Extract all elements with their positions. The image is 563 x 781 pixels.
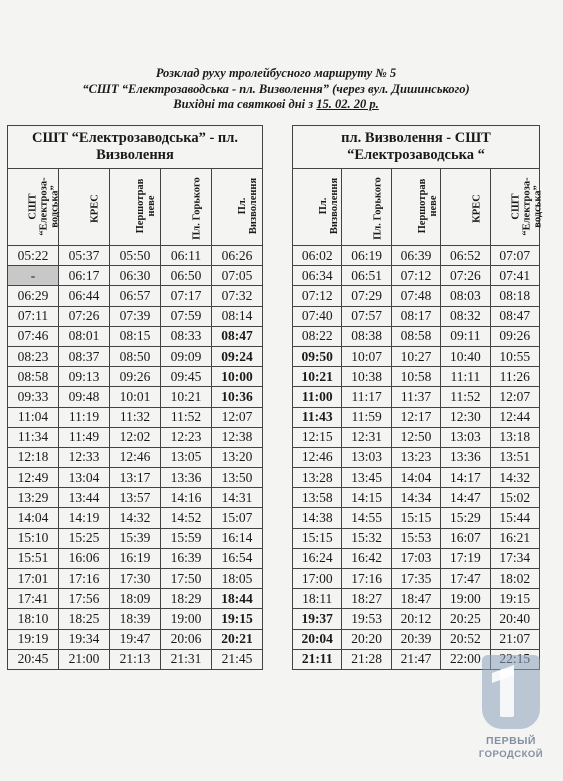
time-cell: 11:49 [59,427,110,447]
time-cell: 20:40 [490,609,539,629]
time-cell: 16:14 [212,528,263,548]
time-cell: 19:19 [8,629,59,649]
column-header-label: КРЕС [471,194,483,223]
table-row [8,609,263,629]
time-cell: 13:57 [110,488,161,508]
time-cell: 13:44 [59,488,110,508]
time-cell: 06:29 [8,286,59,306]
time-cell: 08:47 [490,306,539,326]
table-row [293,447,540,467]
time-cell: 10:40 [441,346,490,366]
time-cell: 07:40 [293,306,342,326]
timetable-outbound-title: СШТ “Електрозаводська” - пл. Визволення [8,126,263,169]
time-cell: 15:29 [441,508,490,528]
time-cell: 18:05 [212,569,263,589]
time-cell: 14:32 [110,508,161,528]
time-cell: 17:56 [59,589,110,609]
time-cell: 08:01 [59,326,110,346]
time-cell: 16:24 [293,548,342,568]
time-cell: 15:39 [110,528,161,548]
time-cell: 06:19 [342,246,391,266]
column-header [161,169,212,246]
time-cell: 18:27 [342,589,391,609]
table-row [8,326,263,346]
table-row [8,407,263,427]
column-header-label: Пл. Горького [191,177,203,240]
table-row [8,367,263,387]
logo-one-stem [500,669,514,717]
schedule-title: Розклад руху тролейбусного маршруту № 5 [155,66,397,80]
time-cell: 07:26 [59,306,110,326]
table-row [293,569,540,589]
timetable-return [292,125,544,670]
time-cell: 11:52 [161,407,212,427]
time-cell: 19:15 [212,609,263,629]
table-row [8,346,263,366]
table-row [293,326,540,346]
time-cell: 16:54 [212,548,263,568]
time-cell: 15:44 [490,508,539,528]
table-row [293,387,540,407]
time-cell: 05:22 [8,246,59,266]
channel-logo [476,655,546,775]
table-row [8,488,263,508]
table-row [293,548,540,568]
time-cell: 16:06 [59,548,110,568]
time-cell: 13:18 [490,427,539,447]
time-cell: 15:10 [8,528,59,548]
time-cell: 14:32 [490,468,539,488]
time-cell: 07:48 [391,286,440,306]
column-header [8,169,59,246]
time-cell: 06:11 [161,246,212,266]
time-cell: 11:34 [8,427,59,447]
time-cell: 11:17 [342,387,391,407]
time-cell: 22:00 [441,649,490,669]
time-cell: 10:01 [110,387,161,407]
time-cell: 14:04 [8,508,59,528]
timetable-return-title: пл. Визволення - СШТ “Електрозаводська “ [293,126,540,169]
time-cell: 12:38 [212,427,263,447]
table-row [293,427,540,447]
time-cell: 16:39 [161,548,212,568]
time-cell: 13:17 [110,468,161,488]
time-cell: 09:26 [110,367,161,387]
time-cell: 18:44 [212,589,263,609]
table-row [8,286,263,306]
time-cell: 10:27 [391,346,440,366]
time-cell: 13:51 [490,447,539,467]
column-header-label: Пл. Визволення [237,177,259,235]
time-cell: 15:15 [391,508,440,528]
time-cell: 11:59 [342,407,391,427]
time-cell: 15:02 [490,488,539,508]
time-cell: 07:17 [161,286,212,306]
time-cell: 11:26 [490,367,539,387]
time-cell: 18:39 [110,609,161,629]
time-cell: 09:50 [293,346,342,366]
time-cell: 15:25 [59,528,110,548]
time-cell: 07:26 [441,266,490,286]
table-row [8,589,263,609]
table-row [293,609,540,629]
time-cell: 13:20 [212,447,263,467]
time-cell: 06:44 [59,286,110,306]
time-cell: 13:28 [293,468,342,488]
column-header [59,169,110,246]
time-cell: 08:47 [212,326,263,346]
time-cell: 21:31 [161,649,212,669]
time-cell: 17:35 [391,569,440,589]
time-cell: 20:20 [342,629,391,649]
column-header-label: СШТ “Електроза-водська” [27,176,61,236]
time-cell: 09:33 [8,387,59,407]
time-cell: 13:58 [293,488,342,508]
time-cell: 09:26 [490,326,539,346]
time-cell: 09:11 [441,326,490,346]
time-cell: 08:03 [441,286,490,306]
time-cell: 08:37 [59,346,110,366]
time-cell: 10:21 [161,387,212,407]
time-cell: 15:59 [161,528,212,548]
time-cell: 17:01 [8,569,59,589]
time-cell: 06:50 [161,266,212,286]
table-row [293,266,540,286]
time-cell: 12:02 [110,427,161,447]
time-cell: 05:37 [59,246,110,266]
time-cell: 08:38 [342,326,391,346]
table-row [293,528,540,548]
time-cell: 07:57 [342,306,391,326]
table-row [8,548,263,568]
time-cell: 13:45 [342,468,391,488]
time-cell: 07:12 [391,266,440,286]
validity-prefix: Вихідні та святкові дні з [173,97,317,111]
time-cell: 14:19 [59,508,110,528]
logo-text-1: ПЕРВЫЙ [486,735,536,747]
time-cell: 20:06 [161,629,212,649]
time-cell: 08:17 [391,306,440,326]
time-cell: 07:59 [161,306,212,326]
time-cell: 21:47 [391,649,440,669]
time-cell: 21:45 [212,649,263,669]
time-cell: 12:15 [293,427,342,447]
time-cell: 17:34 [490,548,539,568]
time-cell: 18:11 [293,589,342,609]
time-cell: 17:19 [441,548,490,568]
time-cell: 15:15 [293,528,342,548]
time-cell: 08:58 [8,367,59,387]
time-cell: 11:04 [8,407,59,427]
time-cell: 20:45 [8,649,59,669]
table-row [8,447,263,467]
table-row [293,246,540,266]
time-cell: 13:04 [59,468,110,488]
time-cell: 12:17 [391,407,440,427]
time-cell: 06:17 [59,266,110,286]
table-row [8,266,263,286]
time-cell: 07:12 [293,286,342,306]
time-cell: 07:41 [490,266,539,286]
time-cell: 19:34 [59,629,110,649]
column-header [212,169,263,246]
time-cell: 10:00 [212,367,263,387]
time-cell: 19:53 [342,609,391,629]
time-cell: 19:00 [441,589,490,609]
time-cell: 11:32 [110,407,161,427]
time-cell: 14:38 [293,508,342,528]
time-cell: 20:25 [441,609,490,629]
time-cell: 17:00 [293,569,342,589]
table-row [293,589,540,609]
time-cell: 21:07 [490,629,539,649]
time-cell: 18:10 [8,609,59,629]
time-cell: 12:30 [441,407,490,427]
time-cell: 06:39 [391,246,440,266]
time-cell: 18:47 [391,589,440,609]
time-cell: 11:43 [293,407,342,427]
time-cell: 12:49 [8,468,59,488]
time-cell: 08:33 [161,326,212,346]
time-cell: 12:46 [110,447,161,467]
schedule-validity [0,97,552,113]
time-cell: 13:50 [212,468,263,488]
column-header-label: Першотрав неве [416,178,439,234]
time-cell: 12:07 [212,407,263,427]
time-cell: 13:05 [161,447,212,467]
validity-date: 15. 02. 20 р. [316,97,379,111]
time-cell: 09:09 [161,346,212,366]
time-cell: 09:13 [59,367,110,387]
table-row [8,387,263,407]
time-cell: 20:39 [391,629,440,649]
time-cell: 17:03 [391,548,440,568]
time-cell: 07:32 [212,286,263,306]
time-cell: 06:02 [293,246,342,266]
time-cell: 14:52 [161,508,212,528]
time-cell: 06:57 [110,286,161,306]
time-cell: 08:14 [212,306,263,326]
time-cell: 10:07 [342,346,391,366]
time-cell: 15:51 [8,548,59,568]
time-cell: 11:37 [391,387,440,407]
time-cell: 12:18 [8,447,59,467]
time-cell: 15:07 [212,508,263,528]
time-cell: 12:50 [391,427,440,447]
table-row [8,528,263,548]
time-cell: 07:29 [342,286,391,306]
time-cell: 06:26 [212,246,263,266]
time-cell: 10:55 [490,346,539,366]
time-cell: 16:07 [441,528,490,548]
column-header [293,169,342,246]
time-cell: 20:04 [293,629,342,649]
time-cell: - [8,266,59,286]
table-row [8,468,263,488]
time-cell: 08:50 [110,346,161,366]
time-cell: 18:02 [490,569,539,589]
time-cell: 15:53 [391,528,440,548]
time-cell: 10:36 [212,387,263,407]
time-cell: 09:48 [59,387,110,407]
column-header [110,169,161,246]
schedule-header [0,66,552,113]
time-cell: 14:17 [441,468,490,488]
time-cell: 14:55 [342,508,391,528]
time-cell: 19:37 [293,609,342,629]
time-cell: 11:00 [293,387,342,407]
time-cell: 13:03 [441,427,490,447]
time-cell: 12:31 [342,427,391,447]
time-cell: 09:24 [212,346,263,366]
time-cell: 08:32 [441,306,490,326]
table-row [8,649,263,669]
time-cell: 18:25 [59,609,110,629]
time-cell: 19:47 [110,629,161,649]
table-row [8,306,263,326]
time-cell: 09:45 [161,367,212,387]
time-cell: 07:39 [110,306,161,326]
table-row [293,508,540,528]
column-header-label: КРЕС [89,194,101,223]
time-cell: 17:50 [161,569,212,589]
table-row [8,427,263,447]
time-cell: 20:21 [212,629,263,649]
time-cell: 12:46 [293,447,342,467]
column-header-label: СШТ “Електроза-водська” [510,176,544,236]
time-cell: 12:33 [59,447,110,467]
time-cell: 14:47 [441,488,490,508]
time-cell: 14:31 [212,488,263,508]
time-cell: 16:21 [490,528,539,548]
time-cell: 21:00 [59,649,110,669]
time-cell: 07:11 [8,306,59,326]
time-cell: 06:52 [441,246,490,266]
column-header-label: Першотрав неве [135,178,157,234]
time-cell: 14:04 [391,468,440,488]
time-cell: 16:42 [342,548,391,568]
route-name: “СШТ “Електрозаводська - пл. Визволення” (через вул. Дишинського) [82,81,470,96]
table-row [8,508,263,528]
time-cell: 07:05 [212,266,263,286]
time-cell: 06:34 [293,266,342,286]
time-cell: 17:30 [110,569,161,589]
time-cell: 10:21 [293,367,342,387]
time-cell: 16:19 [110,548,161,568]
time-cell: 08:18 [490,286,539,306]
time-cell: 13:29 [8,488,59,508]
column-header-label: Пл. Горького [372,177,384,240]
time-cell: 13:03 [342,447,391,467]
table-row [293,286,540,306]
time-cell: 14:34 [391,488,440,508]
table-row [293,306,540,326]
time-cell: 17:41 [8,589,59,609]
table-row [8,569,263,589]
time-cell: 20:12 [391,609,440,629]
table-row [8,246,263,266]
time-cell: 19:15 [490,589,539,609]
time-cell: 08:15 [110,326,161,346]
time-cell: 13:23 [391,447,440,467]
column-header [441,169,490,246]
table-row [293,346,540,366]
column-header [490,169,544,246]
time-cell: 17:16 [59,569,110,589]
table-row [293,488,540,508]
time-cell: 13:36 [441,447,490,467]
table-row [293,629,540,649]
time-cell: 12:44 [490,407,539,427]
time-cell: 14:16 [161,488,212,508]
time-cell: 10:58 [391,367,440,387]
time-cell: 21:11 [293,649,342,669]
time-cell: 11:52 [441,387,490,407]
time-cell: 08:23 [8,346,59,366]
time-cell: 21:13 [110,649,161,669]
time-cell: 13:36 [161,468,212,488]
time-cell: 17:16 [342,569,391,589]
time-cell: 06:51 [342,266,391,286]
timetable-outbound [7,125,263,670]
time-cell: 08:58 [391,326,440,346]
time-cell: 18:29 [161,589,212,609]
time-cell: 12:23 [161,427,212,447]
column-header [391,169,440,246]
table-row [293,367,540,387]
time-cell: 11:11 [441,367,490,387]
time-cell: 07:07 [490,246,539,266]
time-cell: 07:46 [8,326,59,346]
table-row [293,407,540,427]
time-cell: 12:07 [490,387,539,407]
time-cell: 14:15 [342,488,391,508]
time-cell: 10:38 [342,367,391,387]
time-cell: 15:32 [342,528,391,548]
time-cell: 05:50 [110,246,161,266]
time-cell: 20:52 [441,629,490,649]
time-cell: 17:47 [441,569,490,589]
time-cell: 06:30 [110,266,161,286]
time-cell: 19:00 [161,609,212,629]
time-cell: 18:09 [110,589,161,609]
logo-text-2: ГОРОДСКОЙ [478,749,544,760]
column-header-label: Пл. Визволення [318,177,340,235]
table-row [8,629,263,649]
time-cell: 11:19 [59,407,110,427]
time-cell: 08:22 [293,326,342,346]
table-row [293,468,540,488]
column-header [342,169,391,246]
time-cell: 21:28 [342,649,391,669]
